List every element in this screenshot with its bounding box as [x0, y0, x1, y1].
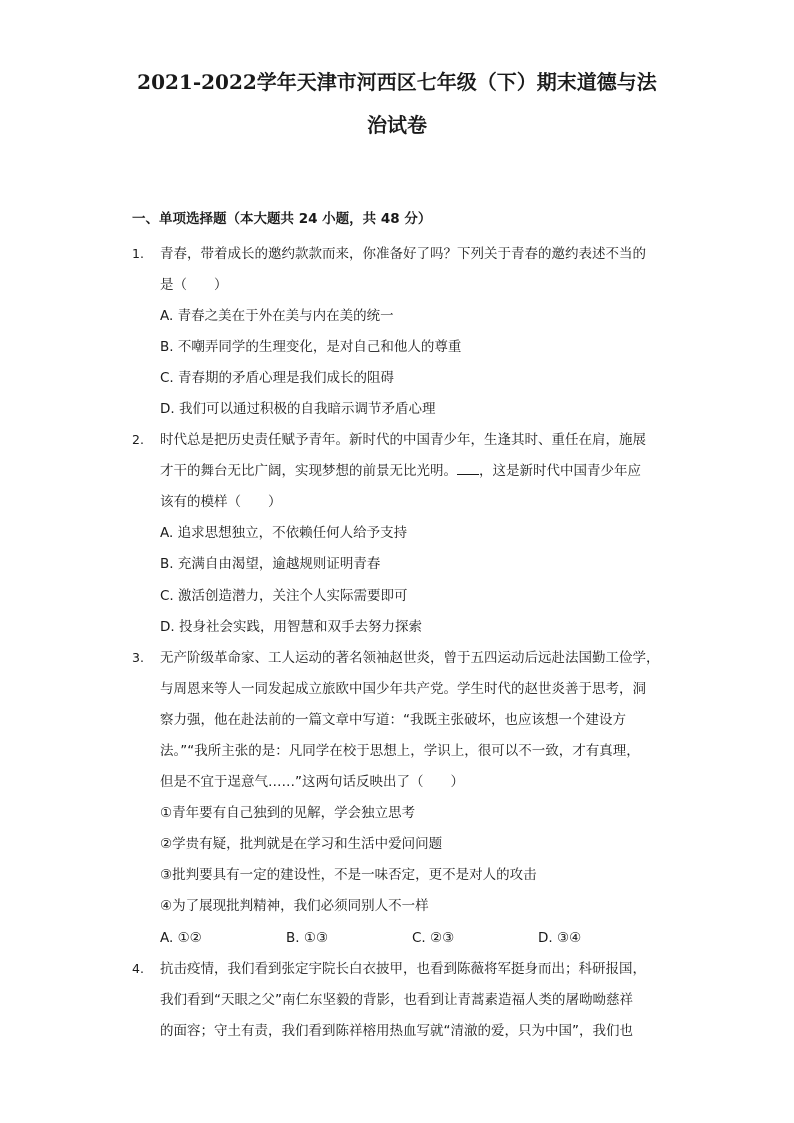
question-3-line-3: 察力强，他在赴法前的一篇文章中写道：“我既主张破坏，也应该想一个建设方 [160, 712, 626, 728]
question-3-line-1: 无产阶级革命家、工人运动的著名领袖赵世炎，曾于五四运动后远赴法国勤工俭学， [160, 650, 660, 666]
question-1-option-b[interactable]: B. 不嘲弄同学的生理变化，是对自己和他人的尊重 [160, 339, 462, 355]
question-1-line-1: 青春，带着成长的邀约款款而来，你准备好了吗？下列关于青春的邀约表述不当的 [160, 246, 646, 262]
exam-title-line-2: 治试卷 [367, 113, 427, 137]
question-1-option-d[interactable]: D. 我们可以通过积极的自我暗示调节矛盾心理 [160, 401, 436, 417]
question-3-option-c[interactable]: C. ②③ [412, 930, 455, 946]
question-3-line-2: 与周恩来等人一同发起成立旅欧中国少年共产党。学生时代的赵世炎善于思考，洞 [160, 681, 646, 697]
question-1-number: 1. [132, 246, 144, 261]
question-2-line-1: 时代总是把历史责任赋予青年。新时代的中国青少年，生逢其时、重任在肩，施展 [160, 432, 646, 448]
question-1-line-2: 是（ ） [160, 277, 228, 293]
question-3-option-b[interactable]: B. ①③ [286, 930, 329, 946]
question-1-option-a[interactable]: A. 青春之美在于外在美与内在美的统一 [160, 308, 394, 324]
question-3-line-4: 法。”“我所主张的是：凡同学在校于思想上，学识上，很可以不一致，才有真理， [160, 743, 640, 759]
question-2-option-b[interactable]: B. 充满自由渴望，逾越规则证明青春 [160, 556, 381, 572]
question-2-number: 2. [132, 432, 144, 447]
question-4-line-2: 我们看到“天眼之父”南仁东坚毅的背影，也看到让青蒿素造福人类的屠呦呦慈祥 [160, 992, 633, 1008]
question-2-line-2 [160, 461, 641, 481]
section-heading: 一、单项选择题（本大题共 24 小题，共 48 分） [132, 211, 432, 227]
question-4-number: 4. [132, 961, 144, 976]
question-3-statement-2: ②学贵有疑，批判就是在学习和生活中爱问问题 [160, 836, 443, 852]
question-4-line-3: 的面容；守土有责，我们看到陈祥榕用热血写就“清澈的爱，只为中国”，我们也 [160, 1023, 633, 1039]
question-3-line-5: 但是不宜于逞意气……”这两句话反映出了（ ） [160, 774, 464, 790]
question-2-line-3: 该有的模样（ ） [160, 494, 282, 510]
question-2-line-2-tail: ，这是新时代中国青少年应 [479, 463, 641, 479]
question-3-statement-3: ③批判要具有一定的建设性，不是一味否定，更不是对人的攻击 [160, 867, 537, 883]
question-2-option-d[interactable]: D. 投身社会实践，用智慧和双手去努力探索 [160, 619, 422, 635]
answer-blank [457, 462, 479, 475]
question-2-option-a[interactable]: A. 追求思想独立，不依赖任何人给予支持 [160, 525, 408, 541]
question-4-line-1: 抗击疫情，我们看到张定宇院长白衣披甲，也看到陈薇将军挺身而出；科研报国， [160, 961, 646, 977]
exam-title-line-1: 2021-2022学年天津市河西区七年级（下）期末道德与法 [137, 70, 657, 94]
question-3-statement-1: ①青年要有自己独到的见解，学会独立思考 [160, 805, 416, 821]
question-1-option-c[interactable]: C. 青春期的矛盾心理是我们成长的阻碍 [160, 370, 395, 386]
question-3-statement-4: ④为了展现批判精神，我们必须同别人不一样 [160, 898, 429, 914]
question-3-number: 3. [132, 650, 144, 665]
question-3-option-a[interactable]: A. ①② [160, 930, 202, 946]
question-2-line-2-text: 才干的舞台无比广阔，实现梦想的前景无比光明。 [160, 463, 457, 479]
question-3-option-d[interactable]: D. ③④ [538, 930, 582, 946]
question-2-option-c[interactable]: C. 激活创造潜力，关注个人实际需要即可 [160, 588, 408, 604]
